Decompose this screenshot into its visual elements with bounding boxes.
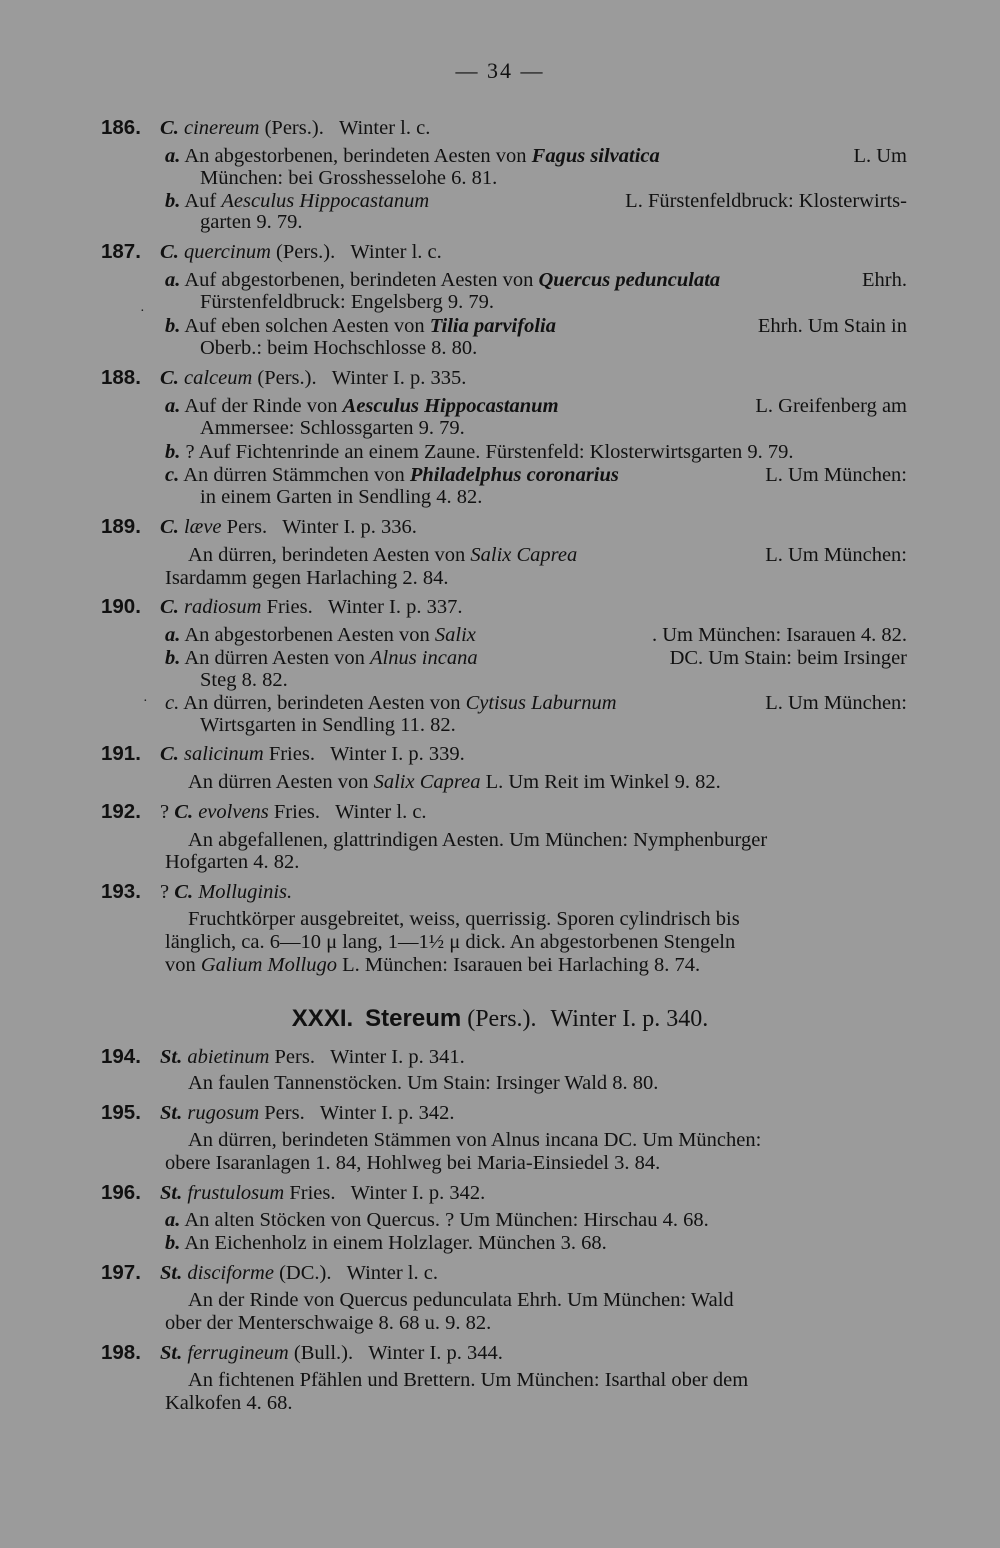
literature-ref: Winter l. c. <box>346 1262 438 1284</box>
genus-section-heading <box>0 1005 1000 1033</box>
item-letter: b. <box>165 315 181 337</box>
species-name: ferrugineum <box>182 1342 289 1364</box>
genus-abbrev: St. <box>160 1046 183 1068</box>
entry-187a-line1 <box>165 268 907 292</box>
body-text: L. Um <box>853 145 907 167</box>
species-italic: Philadelphus coronarius <box>409 464 619 486</box>
species-name: disciforme <box>182 1262 274 1284</box>
body-text: L. Um München: <box>765 464 907 486</box>
margin-dot: · <box>140 304 145 319</box>
genus-abbrev: C. <box>174 881 194 903</box>
genus-abbrev: St. <box>160 1102 183 1124</box>
body-text: L. München: Isarauen bei Harlaching 8. 74. <box>336 954 701 976</box>
body-text: Ehrh. <box>862 269 907 291</box>
body-text: L. Um München: <box>765 544 907 566</box>
entry-number: 197. <box>101 1261 141 1284</box>
entry-190c-line1 <box>165 691 907 715</box>
item-letter: a. <box>165 624 181 646</box>
entry-number: 195. <box>101 1101 141 1124</box>
entry-193-line1: Fruchtkörper ausgebreitet, weiss, querrissig. Sporen cylindrisch bis <box>188 908 740 930</box>
item-letter: a. <box>165 1209 181 1231</box>
entry-188a-line1 <box>165 394 907 418</box>
body-text: An abgestorbenen Aesten von <box>180 624 435 646</box>
author: Pers. <box>221 516 268 538</box>
entry-number: 194. <box>101 1045 141 1068</box>
entry-198-line1: An fichtenen Pfählen und Brettern. Um München: Isarthal ober dem <box>188 1369 749 1391</box>
entry-196-heading <box>101 1181 485 1205</box>
literature-ref: Winter l. c. <box>350 241 442 263</box>
margin-dot: · <box>143 694 148 709</box>
species-name: salicinum <box>178 743 264 765</box>
species-name: frustulosum <box>182 1182 285 1204</box>
entry-192-heading <box>101 800 427 824</box>
species-italic: Salix Caprea <box>470 544 578 566</box>
literature-ref: Winter l. c. <box>338 117 431 139</box>
species-italic: Salix <box>434 624 476 646</box>
author: Fries. <box>284 1182 336 1204</box>
species-italic: Aesculus Hippocastanum <box>221 190 430 212</box>
entry-194-line1: An faulen Tannenstöcken. Um Stain: Irsinger Wald 8. 80. <box>188 1072 659 1094</box>
genus-abbrev: C. <box>160 241 179 263</box>
literature-ref: Winter I. p. 342. <box>319 1102 455 1124</box>
entry-number: 190. <box>101 595 141 618</box>
doubt-mark: ? <box>160 881 175 903</box>
species-italic: Cytisus Laburnum <box>465 692 617 714</box>
body-text: . Um München: Isarauen 4. 82. <box>651 624 907 646</box>
literature-ref: Winter l. c. <box>335 801 427 823</box>
entry-192-line1: An abgefallenen, glattrindigen Aesten. Um München: Nymphenburger <box>188 829 768 851</box>
entry-190a-line1 <box>165 623 907 647</box>
entry-191-line1 <box>188 770 721 794</box>
author: (Bull.). <box>288 1342 354 1364</box>
entry-196b-line1 <box>165 1231 607 1255</box>
body-text: An dürren Aesten von <box>188 771 374 793</box>
entry-number: 192. <box>101 800 141 823</box>
entry-190-heading <box>101 595 462 619</box>
entry-number: 196. <box>101 1181 141 1204</box>
body-text: An dürren Stämmchen von <box>179 464 410 486</box>
body-text: An Eichenholz in einem Holzlager. München 3. 68. <box>180 1232 607 1254</box>
entry-189-line1 <box>188 543 907 567</box>
body-text: An abgestorbenen, berindeten Aesten von <box>180 145 532 167</box>
body-text: Auf eben solchen Aesten von <box>180 315 430 337</box>
item-letter: b. <box>165 441 181 463</box>
species-italic: Aesculus Hippocastanum <box>342 395 559 417</box>
literature-ref: Winter I. p. 335. <box>331 367 467 389</box>
body-text: L. Um Reit im Winkel 9. 82. <box>480 771 721 793</box>
body-text: ? Auf Fichtenrinde an einem Zaune. Fürstenfeld: Klosterwirtsgarten 9. 79. <box>180 441 794 463</box>
genus-abbrev: St. <box>160 1342 183 1364</box>
author: (Pers.). <box>252 367 317 389</box>
body-text: L. Greifenberg am <box>755 395 907 417</box>
literature-ref: Winter I. p. 339. <box>330 743 465 765</box>
doubt-mark: ? <box>160 801 175 823</box>
genus-abbrev: St. <box>160 1262 183 1284</box>
entry-195-line1: An dürren, berindeten Stämmen von Alnus incana DC. Um München: <box>188 1129 762 1151</box>
genus-abbrev: C. <box>160 117 179 139</box>
species-name: calceum <box>178 367 253 389</box>
body-text: L. Um München: <box>765 692 907 714</box>
entry-186a-line2: München: bei Grosshesselohe 6. 81. <box>200 167 498 189</box>
genus-abbrev: C. <box>160 367 179 389</box>
author: Pers. <box>259 1102 305 1124</box>
entry-number: 186. <box>101 116 141 139</box>
species-name: radiosum <box>178 596 262 618</box>
body-text: Auf der Rinde von <box>180 395 343 417</box>
entry-188c-line1 <box>165 463 907 487</box>
entry-number: 189. <box>101 515 141 538</box>
entry-188a-line2: Ammersee: Schlossgarten 9. 79. <box>200 417 465 439</box>
body-text: DC. Um Stain: beim Irsinger <box>669 647 907 669</box>
species-italic: Alnus incana <box>369 647 478 669</box>
entry-189-line2: Isardamm gegen Harlaching 2. 84. <box>165 567 449 589</box>
literature-ref: Winter I. p. 336. <box>282 516 417 538</box>
genus-abbrev: C. <box>160 596 179 618</box>
entry-197-line1: An der Rinde von Quercus pedunculata Ehrh. Um München: Wald <box>188 1289 734 1311</box>
author: (DC.). <box>273 1262 332 1284</box>
author: Fries. <box>268 801 321 823</box>
genus-abbrev: C. <box>160 516 179 538</box>
species-name: evolvens <box>193 801 269 823</box>
body-text: L. Fürstenfeldbruck: Klosterwirts- <box>625 190 907 212</box>
literature-ref: Winter I. p. 341. <box>330 1046 465 1068</box>
entry-196a-line1 <box>165 1208 709 1232</box>
entry-198-heading <box>101 1341 503 1365</box>
entry-195-heading <box>101 1101 455 1125</box>
entry-186b-line2: garten 9. 79. <box>200 211 303 233</box>
entry-193-line3 <box>165 953 700 977</box>
item-letter: b. <box>165 190 181 212</box>
body-text: von <box>165 954 201 976</box>
entry-186-heading <box>101 116 430 140</box>
literature-ref: Winter I. p. 342. <box>350 1182 486 1204</box>
entry-197-heading <box>101 1261 438 1285</box>
entry-187b-line2: Oberb.: beim Hochschlosse 8. 80. <box>200 337 478 359</box>
item-letter: b. <box>165 1232 181 1254</box>
author: Fries. <box>263 743 315 765</box>
item-letter: a. <box>165 395 181 417</box>
genus-abbrev: C. <box>174 801 194 823</box>
genus-abbrev: C. <box>160 743 179 765</box>
item-letter: a. <box>165 145 181 167</box>
body-text: Auf <box>180 190 222 212</box>
page-number: — 34 — <box>455 58 545 83</box>
species-name: Molluginis. <box>193 881 293 903</box>
entry-188-heading <box>101 366 466 390</box>
body-text: Auf abgestorbenen, berindeten Aesten von <box>180 269 539 291</box>
species-name: cinereum <box>178 117 260 139</box>
literature-ref: Winter I. p. 337. <box>327 596 463 618</box>
entry-198-line2: Kalkofen 4. 68. <box>165 1392 293 1414</box>
species-name: abietinum <box>182 1046 270 1068</box>
entry-187-heading <box>101 240 442 264</box>
item-letter: c. <box>165 692 180 714</box>
body-text: An alten Stöcken von Quercus. ? Um München: Hirschau 4. 68. <box>180 1209 709 1231</box>
section-genus: Stereum <box>365 1005 462 1032</box>
entry-192-line2: Hofgarten 4. 82. <box>165 851 300 873</box>
entry-194-heading <box>101 1045 465 1069</box>
entry-number: 198. <box>101 1341 141 1364</box>
item-letter: c. <box>165 464 180 486</box>
author: Fries. <box>261 596 313 618</box>
entry-number: 193. <box>101 880 141 903</box>
species-italic: Fagus silvatica <box>531 145 660 167</box>
entry-186a-line1 <box>165 144 907 168</box>
entry-189-heading <box>101 515 417 539</box>
entry-187b-line1 <box>165 314 907 338</box>
entry-193-heading <box>101 880 292 904</box>
entry-191-heading <box>101 742 465 766</box>
species-name: læve <box>178 516 222 538</box>
species-name: rugosum <box>182 1102 260 1124</box>
entry-number: 191. <box>101 742 141 765</box>
entry-number: 188. <box>101 366 141 389</box>
species-italic: Quercus pedunculata <box>538 269 721 291</box>
entry-188b-line1 <box>165 440 907 464</box>
author: Pers. <box>269 1046 315 1068</box>
entry-195-line2: obere Isaranlagen 1. 84, Hohlweg bei Maria-Einsiedel 3. 84. <box>165 1152 661 1174</box>
body-text: An dürren Aesten von <box>180 647 370 669</box>
body-text: Ehrh. Um Stain in <box>757 315 907 337</box>
item-letter: a. <box>165 269 181 291</box>
literature-ref: Winter I. p. 344. <box>368 1342 503 1364</box>
body-text: An dürren, berindeten Aesten von <box>188 544 471 566</box>
author: (Pers.). <box>259 117 324 139</box>
genus-abbrev: St. <box>160 1182 183 1204</box>
entry-190b-line1 <box>165 646 907 670</box>
item-letter: b. <box>165 647 181 669</box>
entry-187a-line2: Fürstenfeldbruck: Engelsberg 9. 79. <box>200 291 494 313</box>
species-italic: Galium Mollugo <box>200 954 337 976</box>
entry-number: 187. <box>101 240 141 263</box>
species-italic: Salix Caprea <box>373 771 481 793</box>
author: (Pers.). <box>270 241 336 263</box>
section-roman: XXXI. <box>291 1005 354 1032</box>
entry-190c-line2: Wirtsgarten in Sendling 11. 82. <box>200 714 456 736</box>
species-name: quercinum <box>178 241 271 263</box>
species-italic: Tilia parvifolia <box>429 315 556 337</box>
entry-193-line2: länglich, ca. 6—10 μ lang, 1—1½ μ dick. An abgestorbenen Stengeln <box>165 931 736 953</box>
entry-190b-line2: Steg 8. 82. <box>200 669 288 691</box>
section-ref: Winter I. p. 340. <box>550 1006 709 1032</box>
section-author: (Pers.). <box>461 1006 537 1032</box>
entry-188c-line2: in einem Garten in Sendling 4. 82. <box>200 486 483 508</box>
entry-197-line2: ober der Menterschwaige 8. 68 u. 9. 82. <box>165 1312 492 1334</box>
body-text: An dürren, berindeten Aesten von <box>179 692 466 714</box>
